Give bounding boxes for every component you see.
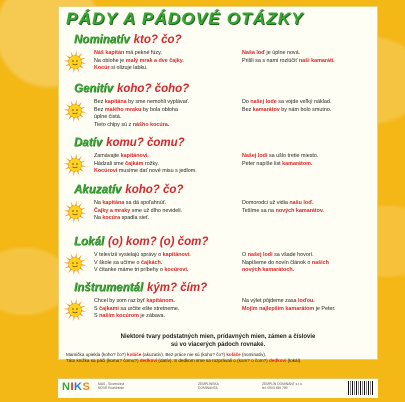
case-question: kto? čo?	[133, 34, 182, 46]
sun-icon	[63, 298, 87, 322]
highlighted-word: malý mrak a dve čajky.	[125, 57, 184, 64]
sentence-text: sa ušlo tretie miesto.	[267, 153, 319, 159]
sentence-text: Na výlet pôjdeme zasa	[242, 298, 299, 304]
sentence-text: by nám bolo smutno.	[279, 106, 332, 113]
sentence-text: Hádzali sme	[94, 160, 126, 167]
highlighted-word: našej lodi	[247, 252, 273, 258]
sun-icon	[63, 200, 87, 224]
highlighted-word: kocúrovi.	[164, 267, 189, 274]
case-name: Inštrumentál	[74, 282, 144, 294]
footer-publisher-text	[262, 382, 303, 390]
case-heading	[74, 184, 183, 196]
sentence-text: (nominatív).	[240, 352, 267, 357]
sun-icon	[63, 252, 87, 276]
example-sentence	[242, 153, 318, 161]
sentence-text: Chcel by som raz byť	[94, 298, 147, 304]
highlighted-word: kapitána	[102, 200, 125, 206]
example-line	[66, 358, 370, 364]
footer-mid-line-2: DOMINANTA	[198, 386, 218, 391]
case-name: Datív	[74, 137, 103, 149]
footer-mid-text	[198, 382, 219, 390]
case-question: komu? čomu?	[106, 137, 185, 149]
example-sentence	[94, 267, 191, 275]
sentence-text: sme už dlho nevideli.	[130, 207, 183, 214]
highlighted-word: čajkách.	[141, 259, 163, 266]
example-sentence	[242, 161, 318, 169]
example-sentence	[242, 260, 329, 268]
sentence-text: (datív). S dedkom sme sa rozprávali o (kom? o čom?)	[157, 358, 269, 363]
example-sentence	[94, 298, 179, 306]
sentence-text: Napíšeme do novín článok o	[242, 259, 312, 266]
highlighted-word: malého mraku	[104, 106, 142, 113]
examples-right-column	[242, 153, 318, 168]
examples-right-column	[242, 200, 324, 215]
example-sentence	[94, 65, 184, 73]
case-question: (o) kom? (o) čom?	[108, 236, 209, 248]
sentence-text: Tešíme sa na	[242, 207, 276, 214]
note-line-2: sú vo viacerých pádoch rovnaké.	[170, 341, 266, 348]
example-sentence	[242, 306, 335, 314]
example-sentence	[242, 252, 329, 260]
logo-letter: I	[70, 381, 75, 393]
example-sentence	[242, 208, 324, 216]
page-title: PÁDY A PÁDOVÉ OTÁZKY	[66, 9, 304, 28]
case-heading	[74, 83, 189, 95]
sentence-text: musíme dať nové misu s jedlom.	[117, 168, 197, 175]
highlighted-word: čajkami	[99, 305, 119, 312]
examples-left-column	[94, 50, 184, 73]
example-sentence	[94, 306, 179, 314]
sentence-text: si olizuje labku.	[109, 65, 148, 72]
examples-right-column	[242, 252, 329, 275]
case-question: kým? čím?	[147, 282, 208, 294]
example-sentence	[242, 107, 331, 115]
example-sentence	[94, 252, 191, 260]
sentence-text: V televízii vysielajú správy o	[94, 252, 163, 258]
sentence-text: Na	[94, 215, 103, 222]
sun-icon	[63, 50, 87, 74]
sentence-text: S	[94, 305, 100, 312]
sentence-text: sa dá spoľahnúť.	[124, 200, 167, 206]
example-sentence	[94, 114, 189, 122]
highlighted-word: Kocúr	[94, 65, 110, 72]
sentence-text: je Peter.	[314, 305, 336, 312]
examples-right-column	[242, 298, 335, 313]
sentence-text: V škole sa učíme o	[94, 259, 142, 266]
highlighted-word: Náš kapitán	[94, 50, 125, 56]
highlighted-word: nových kamarátov.	[275, 207, 324, 214]
case-heading	[74, 137, 185, 149]
highlighted-word: Kocúrovi	[94, 168, 118, 175]
example-sentence	[242, 267, 329, 275]
highlighted-word: našu loď.	[289, 200, 314, 206]
sentence-text: rožky.	[143, 160, 159, 167]
example-sentence	[242, 298, 335, 306]
barcode-icon	[348, 381, 374, 395]
example-sentence	[94, 153, 197, 161]
case-heading	[74, 236, 208, 248]
sun-icon	[63, 153, 87, 177]
sentence-text: spadla sieť.	[120, 215, 150, 222]
note-line-1: Niektoré tvary podstatných mien, prídavných mien, zámen a číslovie	[120, 334, 316, 340]
case-name: Lokál	[74, 236, 105, 248]
sentence-text: Do	[242, 99, 251, 105]
sentence-text: sa vojde veľký náklad.	[276, 99, 332, 105]
highlighted-word: kapitána	[104, 99, 127, 105]
publisher-logo	[62, 381, 90, 393]
example-sentence	[242, 200, 324, 208]
case-question: koho? čo?	[125, 184, 184, 196]
logo-letter: K	[74, 381, 83, 393]
case-question: koho? čoho?	[116, 83, 190, 95]
highlighted-word: kapitánovi.	[162, 252, 191, 258]
sentence-text: Domorodci už vidia	[242, 200, 290, 206]
highlighted-word: naši kamaráti.	[298, 57, 335, 64]
sentence-text: Bez	[94, 106, 105, 113]
highlighted-word: dedkovi	[268, 358, 287, 363]
example-sentence	[242, 58, 335, 66]
example-sentence	[94, 107, 189, 115]
sentence-text: Mamička upiekla (koho? čo?)	[66, 352, 128, 357]
sentence-text: je zábava.	[138, 313, 166, 320]
example-sentence	[94, 50, 184, 58]
example-sentence	[94, 168, 197, 176]
sentence-text: Peter napíše list	[242, 160, 283, 167]
note-box	[66, 334, 370, 349]
highlighted-word: koláče	[226, 352, 241, 357]
case-heading	[74, 34, 182, 46]
sentence-text: by bola obloha	[141, 106, 178, 113]
examples-right-column	[242, 50, 335, 65]
sentence-text: sa všade hovorí.	[272, 252, 314, 258]
case-name: Akuzatív	[74, 184, 122, 196]
highlighted-word: Našej lodi	[242, 153, 268, 159]
highlighted-word: čajkám	[125, 160, 144, 167]
examples-left-column	[94, 200, 182, 223]
example-sentence	[94, 208, 182, 216]
examples-left-column	[94, 252, 191, 275]
example-sentence	[94, 122, 189, 130]
highlighted-word: kapitánom.	[146, 298, 175, 304]
sentence-text: (akuzatív). Bez práce nie sú (koho? čo?)	[141, 352, 227, 357]
highlighted-word: kocúra	[102, 215, 121, 222]
example-sentence	[94, 260, 191, 268]
examples-right-column	[242, 99, 331, 114]
example-sentence	[94, 200, 182, 208]
sentence-text: Bez	[242, 106, 253, 113]
logo-letter: N	[62, 381, 71, 393]
highlighted-word: kamarátom.	[282, 160, 313, 167]
sentence-text: sa určite ešte stretneme.	[118, 305, 180, 312]
logo-letter: S	[82, 381, 91, 393]
highlighted-word: Mojím najlepším kamarátom	[242, 305, 315, 312]
sentence-text: má pekné fúzy.	[124, 50, 162, 56]
highlighted-word: Naša loď	[242, 50, 266, 56]
footer-right-line-2: tel: 0903 456 789	[262, 386, 288, 391]
example-sentence	[94, 161, 197, 169]
sentence-text: V čítanke máme tri príbehy o	[94, 267, 165, 274]
sentence-text: Prišli sa s nami rozlúčiť	[242, 57, 299, 64]
sentence-text: Táto knižka sa páči (komu? čomu?)	[66, 358, 140, 363]
sentence-text: O	[242, 252, 248, 258]
sentence-text: (lokál).	[286, 358, 302, 363]
footer-right-line-1: ZEMPLÍN DOMINANT s.r.o.	[262, 382, 303, 386]
example-sentence	[242, 99, 331, 107]
sentence-text: Bez	[94, 99, 105, 105]
footer-left-line-1: MAS - Slovenčina	[98, 382, 125, 386]
sentence-text: je úplne nová.	[265, 50, 301, 56]
highlighted-word: našich	[311, 259, 329, 266]
example-sentence	[94, 58, 184, 66]
example-sentence	[94, 99, 189, 107]
highlighted-word: nových kamarátoch.	[242, 267, 295, 274]
sun-icon	[63, 99, 87, 123]
examples-box	[66, 352, 370, 364]
case-name: Genitív	[74, 83, 113, 95]
sentence-text: Na oblohe je	[94, 57, 126, 64]
examples-left-column	[94, 298, 179, 321]
highlighted-word: našej lode	[250, 99, 277, 105]
example-sentence	[94, 313, 179, 321]
sentence-text: Na	[94, 200, 103, 206]
highlighted-word: Čajky a mraky	[94, 207, 131, 214]
examples-left-column	[94, 99, 189, 129]
footer-left-line-2: NOVÉ Rozšírenie	[98, 386, 125, 391]
sentence-text: úplne čistá.	[94, 114, 122, 121]
sentence-text: Tieto chlpy sú z	[94, 121, 133, 128]
sentence-text: by sme nemohli vyplávať.	[126, 99, 190, 105]
highlighted-word: kapitánovi.	[120, 153, 149, 159]
highlighted-word: koláče	[127, 352, 142, 357]
footer-series-text	[98, 382, 124, 390]
example-sentence	[94, 215, 182, 223]
highlighted-word: naším kocúrom	[99, 313, 139, 320]
case-name: Nominatív	[74, 34, 130, 46]
case-heading	[74, 282, 207, 294]
sentence-text: S	[94, 313, 100, 320]
highlighted-word: nášho kocúra.	[132, 121, 170, 128]
examples-left-column	[94, 153, 197, 176]
highlighted-word: dedkovi	[139, 358, 158, 363]
highlighted-word: loďou.	[298, 298, 315, 304]
example-sentence	[242, 50, 335, 58]
highlighted-word: kamarátov	[252, 106, 280, 113]
sentence-text: Zamávajte	[94, 153, 121, 159]
footer-mid-line-1: ZEMPLÍNSKA	[198, 382, 219, 386]
